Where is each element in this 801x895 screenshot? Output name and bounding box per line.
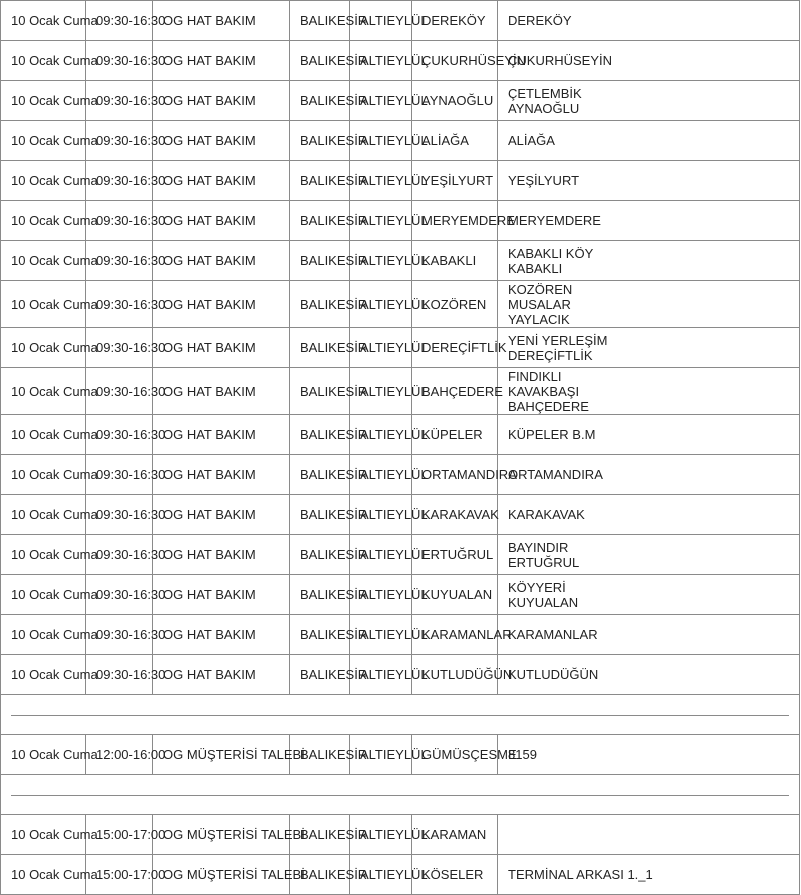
affected-area-cell xyxy=(498,815,800,855)
time-cell: 09:30-16:30 xyxy=(86,161,153,201)
affected-area-cell xyxy=(498,855,800,895)
affected-area-line: ALİAĞA xyxy=(508,133,555,148)
reason-cell: OG HAT BAKIM xyxy=(153,655,290,695)
affected-area-line: YEŞİLYURT xyxy=(508,173,580,188)
date-cell: 10 Ocak Cuma xyxy=(1,201,86,241)
date-cell: 10 Ocak Cuma xyxy=(1,655,86,695)
affected-area-line: BAHÇEDERE xyxy=(508,398,589,414)
time-cell: 09:30-16:30 xyxy=(86,121,153,161)
neighborhood-cell: MERYEMDERE xyxy=(412,201,498,241)
table-row xyxy=(1,241,800,281)
reason-cell: OG HAT BAKIM xyxy=(153,161,290,201)
neighborhood-cell: KABAKLI xyxy=(412,241,498,281)
reason-cell: OG HAT BAKIM xyxy=(153,368,290,415)
date-cell: 10 Ocak Cuma xyxy=(1,81,86,121)
affected-area-line: YENİ YERLEŞİM xyxy=(508,332,608,348)
table-row xyxy=(1,535,800,575)
affected-area-line: KABAKLI xyxy=(508,260,563,276)
reason-cell: OG HAT BAKIM xyxy=(153,121,290,161)
affected-area-line: TERMİNAL ARKASI 1._1 xyxy=(508,867,653,882)
reason-cell: OG HAT BAKIM xyxy=(153,535,290,575)
table-row xyxy=(1,201,800,241)
city-cell: BALIKESİR xyxy=(290,281,350,328)
affected-area-cell xyxy=(498,615,800,655)
affected-area-line: ÇUKURHÜSEYİN xyxy=(508,53,613,68)
affected-area-line: KOZÖREN xyxy=(508,281,573,297)
district-cell: ALTIEYLÜL xyxy=(350,575,412,615)
city-cell: BALIKESİR xyxy=(290,495,350,535)
table-row xyxy=(1,855,800,895)
affected-area-line: FINDIKLI xyxy=(508,368,562,384)
date-cell: 10 Ocak Cuma xyxy=(1,281,86,328)
neighborhood-cell: KÜPELER xyxy=(412,415,498,455)
city-cell: BALIKESİR xyxy=(290,415,350,455)
affected-area-cell xyxy=(498,415,800,455)
affected-area-line: BAYINDIR xyxy=(508,539,569,555)
reason-cell: OG MÜŞTERİSİ TALEBİ xyxy=(153,815,290,855)
district-cell: ALTIEYLÜL xyxy=(350,655,412,695)
city-cell: BALIKESİR xyxy=(290,735,350,775)
neighborhood-cell: BAHÇEDERE xyxy=(412,368,498,415)
time-cell: 09:30-16:30 xyxy=(86,368,153,415)
time-cell: 09:30-16:30 xyxy=(86,201,153,241)
date-cell: 10 Ocak Cuma xyxy=(1,41,86,81)
neighborhood-cell: DEREKÖY xyxy=(412,1,498,41)
district-cell: ALTIEYLÜL xyxy=(350,241,412,281)
affected-area-cell xyxy=(498,328,800,368)
affected-area-line: YAYLACIK xyxy=(508,311,570,327)
affected-area-line: KÜPELER B.M xyxy=(508,427,596,442)
affected-area-line: ERTUĞRUL xyxy=(508,554,580,570)
time-cell: 09:30-16:30 xyxy=(86,241,153,281)
city-cell: BALIKESİR xyxy=(290,81,350,121)
city-cell: BALIKESİR xyxy=(290,241,350,281)
table-row xyxy=(1,161,800,201)
table-row xyxy=(1,281,800,328)
neighborhood-cell: GÜMÜSÇESME xyxy=(412,735,498,775)
time-cell: 09:30-16:30 xyxy=(86,1,153,41)
city-cell: BALIKESİR xyxy=(290,655,350,695)
neighborhood-cell: ORTAMANDIRA xyxy=(412,455,498,495)
affected-area-line: DEREÇİFTLİK xyxy=(508,347,593,363)
affected-area-cell xyxy=(498,735,800,775)
neighborhood-cell: KOZÖREN xyxy=(412,281,498,328)
district-cell: ALTIEYLÜL xyxy=(350,495,412,535)
city-cell: BALIKESİR xyxy=(290,161,350,201)
time-cell: 09:30-16:30 xyxy=(86,655,153,695)
reason-cell: OG HAT BAKIM xyxy=(153,1,290,41)
reason-cell: OG HAT BAKIM xyxy=(153,495,290,535)
district-cell: ALTIEYLÜL xyxy=(350,368,412,415)
affected-area-cell xyxy=(498,575,800,615)
time-cell: 09:30-16:30 xyxy=(86,81,153,121)
district-cell: ALTIEYLÜL xyxy=(350,455,412,495)
reason-cell: OG HAT BAKIM xyxy=(153,415,290,455)
neighborhood-cell: ALİAĞA xyxy=(412,121,498,161)
date-cell: 10 Ocak Cuma xyxy=(1,575,86,615)
date-cell: 10 Ocak Cuma xyxy=(1,615,86,655)
table-row xyxy=(1,455,800,495)
time-cell: 09:30-16:30 xyxy=(86,41,153,81)
neighborhood-cell: KARAKAVAK xyxy=(412,495,498,535)
time-cell: 09:30-16:30 xyxy=(86,535,153,575)
affected-area-cell xyxy=(498,368,800,415)
city-cell: BALIKESİR xyxy=(290,368,350,415)
city-cell: BALIKESİR xyxy=(290,41,350,81)
time-cell: 09:30-16:30 xyxy=(86,415,153,455)
district-cell: ALTIEYLÜL xyxy=(350,161,412,201)
affected-area-line: KARAMANLAR xyxy=(508,627,598,642)
affected-area-cell xyxy=(498,121,800,161)
date-cell: 10 Ocak Cuma xyxy=(1,455,86,495)
affected-area-line: KUTLUDÜĞÜN xyxy=(508,667,599,682)
city-cell: BALIKESİR xyxy=(290,121,350,161)
city-cell: BALIKESİR xyxy=(290,455,350,495)
time-cell: 09:30-16:30 xyxy=(86,328,153,368)
table-row xyxy=(1,815,800,855)
separator-row xyxy=(1,775,800,815)
table-row xyxy=(1,495,800,535)
neighborhood-cell: ERTUĞRUL xyxy=(412,535,498,575)
table-row xyxy=(1,735,800,775)
date-cell: 10 Ocak Cuma xyxy=(1,368,86,415)
district-cell: ALTIEYLÜL xyxy=(350,1,412,41)
city-cell: BALIKESİR xyxy=(290,575,350,615)
neighborhood-cell: KARAMAN xyxy=(412,815,498,855)
affected-area-cell xyxy=(498,1,800,41)
time-cell: 09:30-16:30 xyxy=(86,615,153,655)
neighborhood-cell: KUYUALAN xyxy=(412,575,498,615)
date-cell: 10 Ocak Cuma xyxy=(1,415,86,455)
city-cell: BALIKESİR xyxy=(290,201,350,241)
affected-area-cell xyxy=(498,161,800,201)
district-cell: ALTIEYLÜL xyxy=(350,615,412,655)
affected-area-line: ÇETLEMBİK xyxy=(508,85,582,101)
separator-cell xyxy=(1,695,800,735)
separator-line xyxy=(11,795,789,796)
time-cell: 12:00-16:00 xyxy=(86,735,153,775)
separator-row xyxy=(1,695,800,735)
outage-table-body xyxy=(1,1,800,895)
district-cell: ALTIEYLÜL xyxy=(350,121,412,161)
neighborhood-cell: ÇUKURHÜSEYİN xyxy=(412,41,498,81)
city-cell: BALIKESİR xyxy=(290,328,350,368)
date-cell: 10 Ocak Cuma xyxy=(1,241,86,281)
table-row xyxy=(1,575,800,615)
date-cell: 10 Ocak Cuma xyxy=(1,815,86,855)
table-row xyxy=(1,121,800,161)
date-cell: 10 Ocak Cuma xyxy=(1,121,86,161)
district-cell: ALTIEYLÜL xyxy=(350,855,412,895)
reason-cell: OG HAT BAKIM xyxy=(153,455,290,495)
affected-area-line: KUYUALAN xyxy=(508,594,579,610)
neighborhood-cell: DEREÇİFTLİK xyxy=(412,328,498,368)
date-cell: 10 Ocak Cuma xyxy=(1,735,86,775)
neighborhood-cell: KUTLUDÜĞÜN xyxy=(412,655,498,695)
district-cell: ALTIEYLÜL xyxy=(350,535,412,575)
date-cell: 10 Ocak Cuma xyxy=(1,161,86,201)
affected-area-line: KARAKAVAK xyxy=(508,507,585,522)
table-row xyxy=(1,615,800,655)
reason-cell: OG HAT BAKIM xyxy=(153,201,290,241)
affected-area-cell xyxy=(498,241,800,281)
district-cell: ALTIEYLÜL xyxy=(350,815,412,855)
district-cell: ALTIEYLÜL xyxy=(350,81,412,121)
affected-area-cell xyxy=(498,455,800,495)
table-row xyxy=(1,41,800,81)
affected-area-line: KÖYYERİ xyxy=(508,579,566,595)
city-cell: BALIKESİR xyxy=(290,815,350,855)
date-cell: 10 Ocak Cuma xyxy=(1,535,86,575)
affected-area-cell xyxy=(498,41,800,81)
separator-cell xyxy=(1,775,800,815)
neighborhood-cell: KÖSELER xyxy=(412,855,498,895)
affected-area-cell xyxy=(498,495,800,535)
date-cell: 10 Ocak Cuma xyxy=(1,1,86,41)
reason-cell: OG HAT BAKIM xyxy=(153,81,290,121)
affected-area-cell xyxy=(498,535,800,575)
affected-area-cell xyxy=(498,201,800,241)
affected-area-line: AYNAOĞLU xyxy=(508,100,580,116)
district-cell: ALTIEYLÜL xyxy=(350,281,412,328)
table-row xyxy=(1,415,800,455)
date-cell: 10 Ocak Cuma xyxy=(1,328,86,368)
affected-area-cell xyxy=(498,281,800,328)
time-cell: 09:30-16:30 xyxy=(86,455,153,495)
neighborhood-cell: KARAMANLAR xyxy=(412,615,498,655)
reason-cell: OG HAT BAKIM xyxy=(153,575,290,615)
affected-area-cell xyxy=(498,81,800,121)
table-row xyxy=(1,81,800,121)
city-cell: BALIKESİR xyxy=(290,615,350,655)
city-cell: BALIKESİR xyxy=(290,1,350,41)
district-cell: ALTIEYLÜL xyxy=(350,201,412,241)
reason-cell: OG HAT BAKIM xyxy=(153,281,290,328)
city-cell: BALIKESİR xyxy=(290,855,350,895)
table-row xyxy=(1,368,800,415)
separator-line xyxy=(11,715,789,716)
reason-cell: OG HAT BAKIM xyxy=(153,241,290,281)
district-cell: ALTIEYLÜL xyxy=(350,415,412,455)
affected-area-line: DEREKÖY xyxy=(508,13,572,28)
time-cell: 09:30-16:30 xyxy=(86,495,153,535)
table-row xyxy=(1,328,800,368)
district-cell: ALTIEYLÜL xyxy=(350,328,412,368)
time-cell: 15:00-17:00 xyxy=(86,815,153,855)
affected-area-line: KAVAKBAŞI xyxy=(508,383,580,399)
affected-area-cell xyxy=(498,655,800,695)
time-cell: 09:30-16:30 xyxy=(86,575,153,615)
reason-cell: OG MÜŞTERİSİ TALEBİ xyxy=(153,855,290,895)
table-row xyxy=(1,1,800,41)
affected-area-line: MERYEMDERE xyxy=(508,213,601,228)
neighborhood-cell: AYNAOĞLU xyxy=(412,81,498,121)
affected-area-line: 8159 xyxy=(508,747,537,762)
city-cell: BALIKESİR xyxy=(290,535,350,575)
district-cell: ALTIEYLÜL xyxy=(350,735,412,775)
affected-area-line: KABAKLI KÖY xyxy=(508,245,594,261)
reason-cell: OG HAT BAKIM xyxy=(153,328,290,368)
date-cell: 10 Ocak Cuma xyxy=(1,855,86,895)
neighborhood-cell: YEŞİLYURT xyxy=(412,161,498,201)
time-cell: 15:00-17:00 xyxy=(86,855,153,895)
reason-cell: OG HAT BAKIM xyxy=(153,41,290,81)
reason-cell: OG MÜŞTERİSİ TALEBİ xyxy=(153,735,290,775)
reason-cell: OG HAT BAKIM xyxy=(153,615,290,655)
time-cell: 09:30-16:30 xyxy=(86,281,153,328)
affected-area-line: ORTAMANDIRA xyxy=(508,467,603,482)
affected-area-line: MUSALAR xyxy=(508,296,571,312)
district-cell: ALTIEYLÜL xyxy=(350,41,412,81)
date-cell: 10 Ocak Cuma xyxy=(1,495,86,535)
table-row xyxy=(1,655,800,695)
